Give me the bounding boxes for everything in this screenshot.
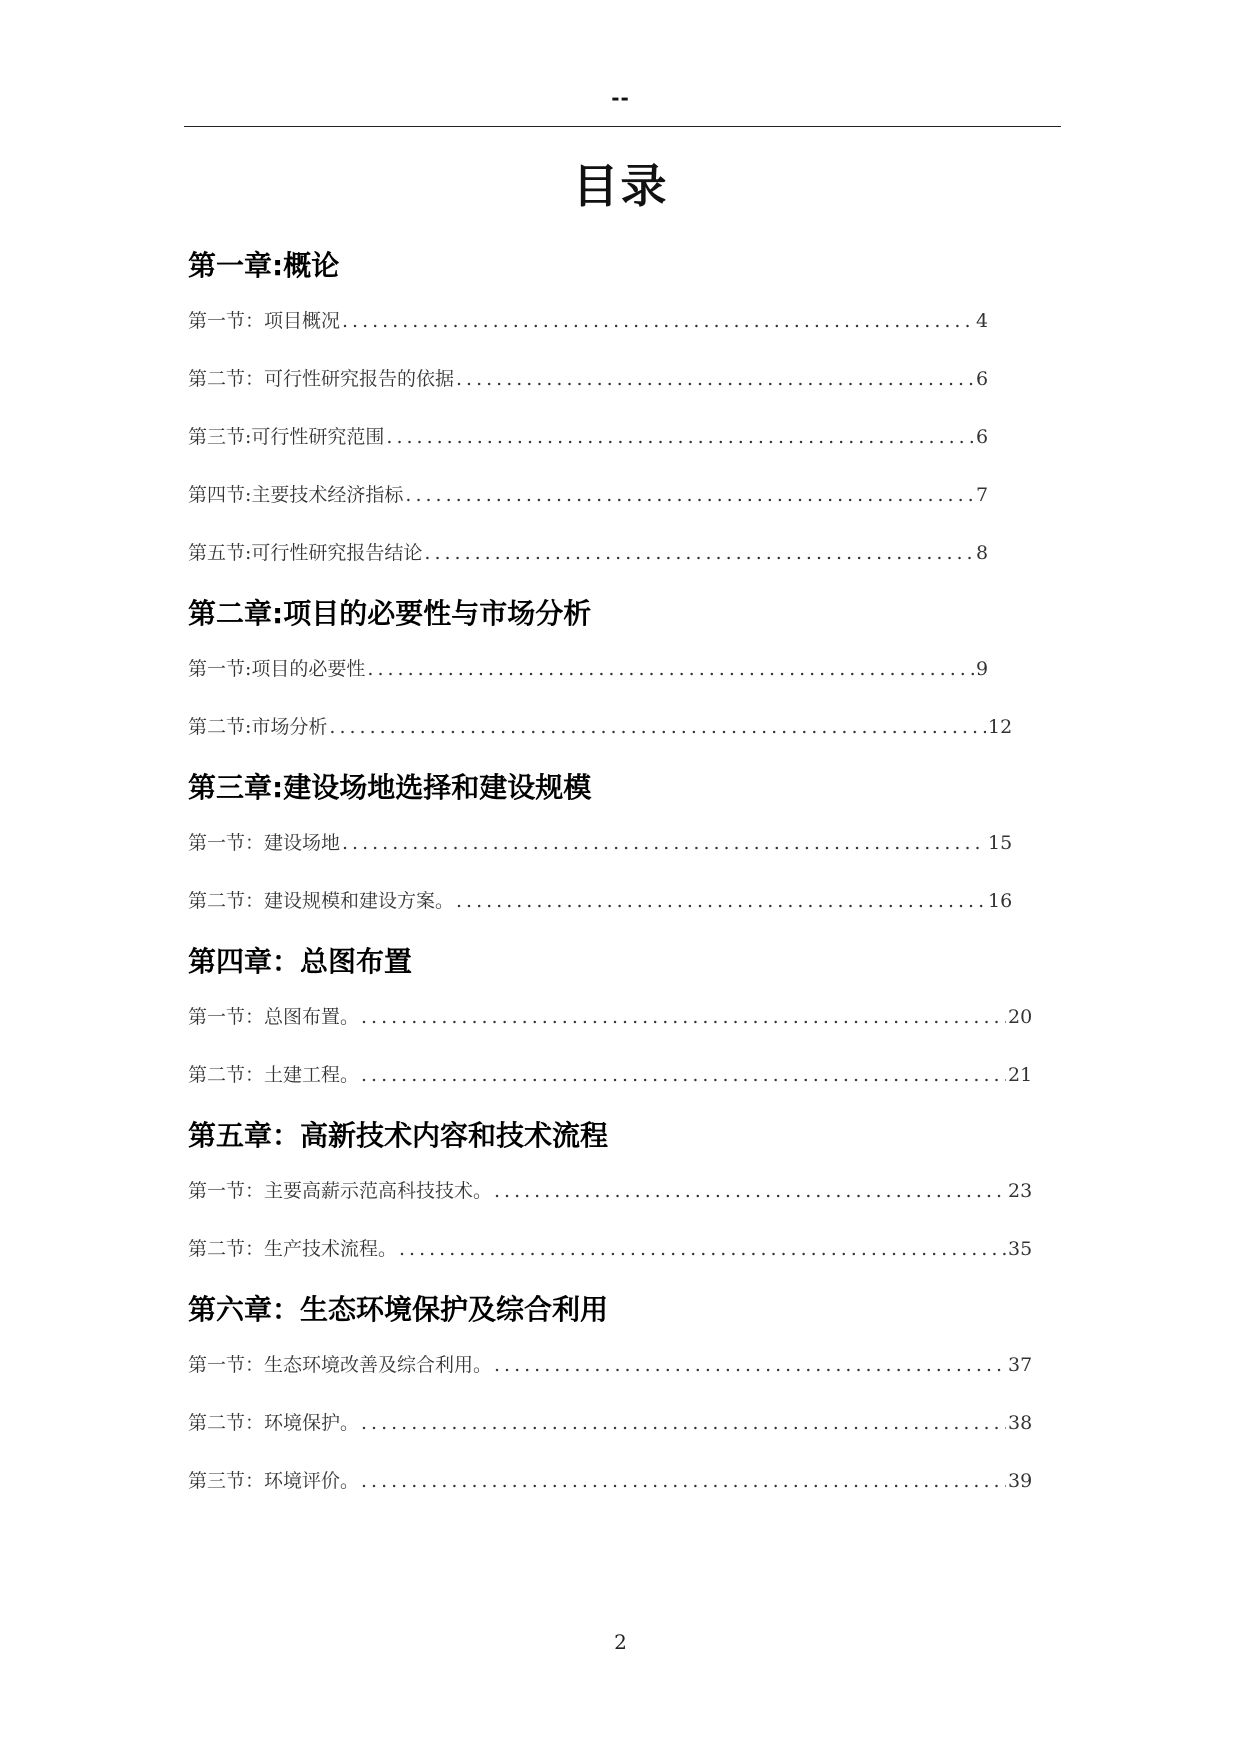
dot-leader xyxy=(399,1229,1006,1269)
toc-entry-page: 35 xyxy=(1008,1238,1033,1260)
dot-leader xyxy=(494,1345,1006,1385)
dot-leader xyxy=(342,301,974,341)
toc-entry-page: 16 xyxy=(988,890,1013,912)
toc-entry-label: 第二节:市场分析 xyxy=(188,716,328,738)
toc-entry-label: 第五节:可行性研究报告结论 xyxy=(188,542,423,564)
toc-entry-label: 第一节:项目的必要性 xyxy=(188,658,366,680)
toc-entry-page: 6 xyxy=(976,368,989,390)
dot-leader xyxy=(361,997,1006,1037)
chapter-6-heading[interactable]: 第六章：生态环境保护及综合利用 xyxy=(188,1293,609,1326)
toc-entry-1-2[interactable] xyxy=(188,359,988,417)
dot-leader xyxy=(386,417,974,457)
toc-entry-4-1[interactable] xyxy=(188,997,1033,1055)
toc-entry-page: 23 xyxy=(1008,1180,1033,1202)
toc-title: 目录 xyxy=(572,159,669,213)
dot-leader xyxy=(367,649,974,689)
toc-entry-label: 第四节:主要技术经济指标 xyxy=(188,484,404,506)
toc-entry-1-1[interactable] xyxy=(188,301,988,359)
chapter-2-heading[interactable]: 第二章:项目的必要性与市场分析 xyxy=(188,597,592,630)
toc-entry-1-3[interactable] xyxy=(188,417,988,475)
dot-leader xyxy=(456,881,986,921)
toc-entry-6-3[interactable] xyxy=(188,1461,1033,1519)
page-header: -- xyxy=(611,86,630,110)
toc-entry-5-1[interactable] xyxy=(188,1171,1033,1229)
chapter-3-heading[interactable]: 第三章:建设场地选择和建设规模 xyxy=(188,771,592,804)
header-rule xyxy=(184,126,1061,127)
toc-entry-label: 第二节：建设规模和建设方案。 xyxy=(188,890,455,912)
toc-entry-6-2[interactable] xyxy=(188,1403,1033,1461)
toc-entry-5-2[interactable] xyxy=(188,1229,1033,1287)
chapter-1-heading[interactable]: 第一章:概论 xyxy=(188,249,340,282)
page-number: 2 xyxy=(614,1630,627,1654)
toc-entry-page: 9 xyxy=(976,658,989,680)
toc-entry-label: 第二节：土建工程。 xyxy=(188,1064,360,1086)
toc-entry-page: 12 xyxy=(988,716,1013,738)
chapter-5-heading[interactable]: 第五章：高新技术内容和技术流程 xyxy=(188,1119,609,1152)
toc-entry-label: 第二节：环境保护。 xyxy=(188,1412,360,1434)
dot-leader xyxy=(494,1171,1006,1211)
toc-entry-page: 8 xyxy=(976,542,989,564)
toc-entry-page: 15 xyxy=(988,832,1013,854)
toc-entry-label: 第二节：生产技术流程。 xyxy=(188,1238,398,1260)
toc-entry-page: 39 xyxy=(1008,1470,1033,1492)
toc-entry-page: 21 xyxy=(1008,1064,1033,1086)
toc-entry-1-4[interactable] xyxy=(188,475,988,533)
toc-entry-label: 第一节：项目概况 xyxy=(188,310,341,332)
toc-entry-4-2[interactable] xyxy=(188,1055,1033,1113)
toc-entry-2-2[interactable] xyxy=(188,707,1013,765)
toc-entry-label: 第一节：生态环境改善及综合利用。 xyxy=(188,1354,493,1376)
toc-entry-page: 7 xyxy=(976,484,989,506)
toc-entry-6-1[interactable] xyxy=(188,1345,1033,1403)
dot-leader xyxy=(342,823,986,863)
dot-leader xyxy=(361,1055,1006,1095)
toc-entry-page: 38 xyxy=(1008,1412,1033,1434)
toc-entry-3-2[interactable] xyxy=(188,881,1013,939)
dot-leader xyxy=(361,1403,1006,1443)
toc-entry-page: 6 xyxy=(976,426,989,448)
toc-entry-page: 4 xyxy=(976,310,989,332)
toc-entry-3-1[interactable] xyxy=(188,823,1013,881)
chapter-4-heading[interactable]: 第四章：总图布置 xyxy=(188,945,413,978)
toc-entry-2-1[interactable] xyxy=(188,649,988,707)
dot-leader xyxy=(405,475,974,515)
table-of-contents xyxy=(188,243,1033,1519)
dot-leader xyxy=(361,1461,1006,1501)
toc-entry-label: 第一节：主要高薪示范高科技技术。 xyxy=(188,1180,493,1202)
toc-entry-label: 第一节：建设场地 xyxy=(188,832,341,854)
toc-entry-label: 第三节：环境评价。 xyxy=(188,1470,360,1492)
toc-entry-label: 第二节：可行性研究报告的依据 xyxy=(188,368,455,390)
toc-entry-page: 20 xyxy=(1008,1006,1033,1028)
toc-entry-1-5[interactable] xyxy=(188,533,988,591)
toc-entry-label: 第三节:可行性研究范围 xyxy=(188,426,385,448)
dot-leader xyxy=(456,359,974,399)
toc-entry-page: 37 xyxy=(1008,1354,1033,1376)
toc-entry-label: 第一节：总图布置。 xyxy=(188,1006,360,1028)
dot-leader xyxy=(424,533,974,573)
dot-leader xyxy=(329,707,986,747)
